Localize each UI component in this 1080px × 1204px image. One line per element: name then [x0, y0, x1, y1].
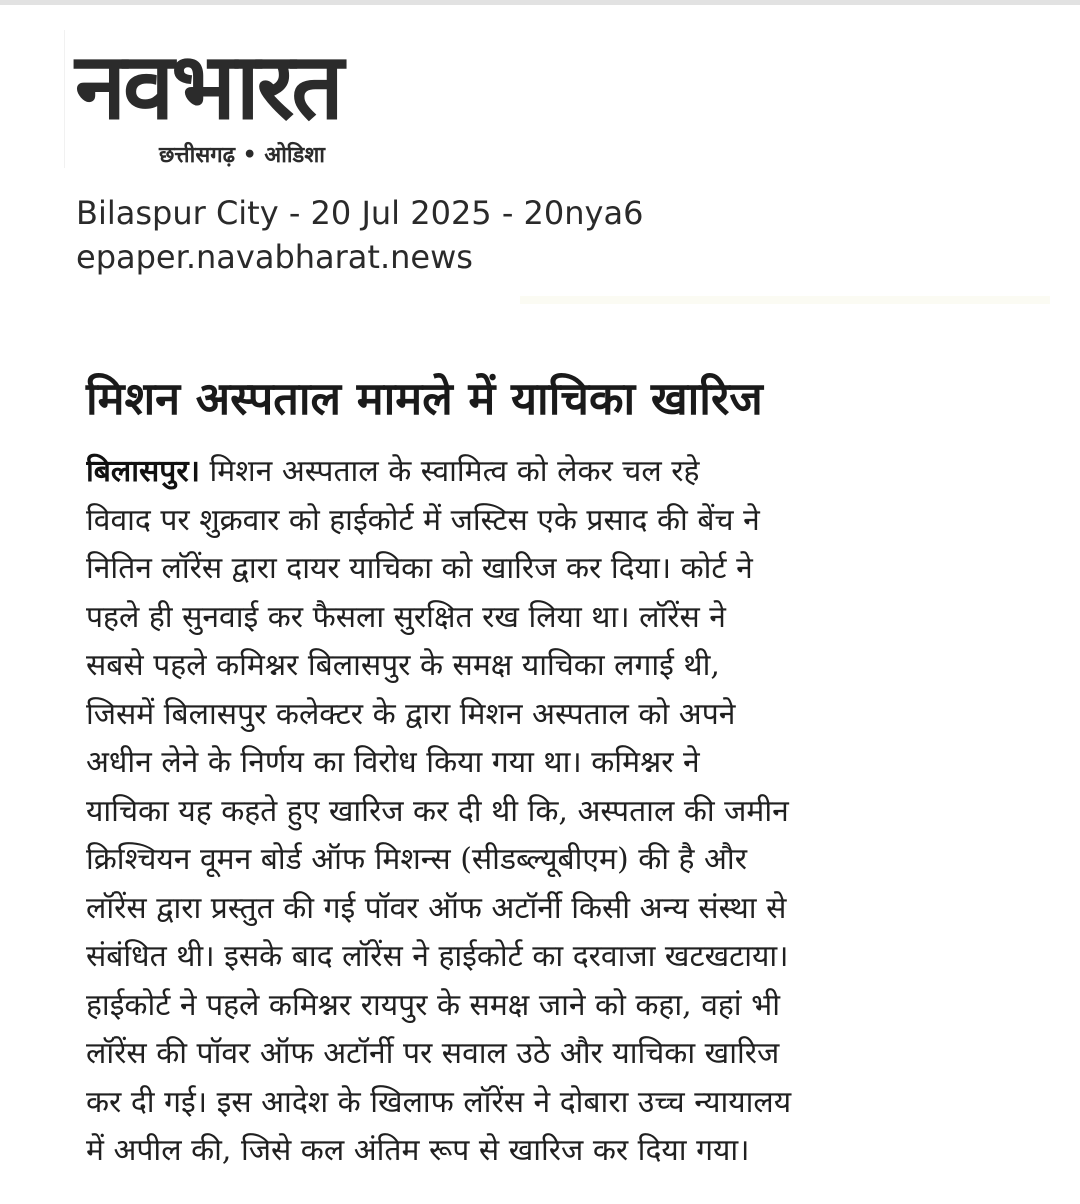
- article-line: कर दी गई। इस आदेश के खिलाफ लॉरेंस ने दोबारा उच्च न्यायालय: [86, 1084, 792, 1120]
- article-line: अधीन लेने के निर्णय का विरोध किया गया था। कमिश्नर ने: [86, 745, 700, 780]
- masthead-regions: छत्तीसगढ़ • ओडिशा: [159, 142, 325, 168]
- top-border: [0, 0, 1080, 5]
- article-line: लॉरेंस द्वारा प्रस्तुत की गई पॉवर ऑफ अटॉर्नी किसी अन्य संस्था से: [86, 890, 787, 926]
- article-line: विवाद पर शुक्रवार को हाईकोर्ट में जस्टिस एके प्रसाद की बेंच ने: [86, 502, 760, 538]
- article-line: क्रिश्चियन वूमन बोर्ड ऑफ मिशन्स (सीडब्ल्यूबीएम) की है और: [86, 842, 747, 877]
- article-line: सबसे पहले कमिश्नर बिलासपुर के समक्ष याचिका लगाई थी,: [86, 648, 720, 683]
- website-url: epaper.navabharat.news: [76, 238, 473, 276]
- article-line: पहले ही सुनवाई कर फैसला सुरक्षित रख लिया था। लॉरेंस ने: [86, 599, 726, 635]
- article-line: लॉरेंस की पॉवर ऑफ अटॉर्नी पर सवाल उठे और याचिका खारिज: [86, 1036, 780, 1071]
- article-line-text: मिशन अस्पताल के स्वामित्व को लेकर चल रहे: [199, 454, 700, 489]
- newspaper-masthead: [64, 30, 503, 168]
- divider-strip: [520, 296, 1050, 304]
- article-line: जिसमें बिलासपुर कलेक्टर के द्वारा मिशन अस्पताल को अपने: [86, 696, 736, 732]
- article-line: हाईकोर्ट ने पहले कमिश्नर रायपुर के समक्ष जाने को कहा, वहां भी: [86, 987, 780, 1023]
- article-line: नितिन लॉरेंस द्वारा दायर याचिका को खारिज कर दिया। कोर्ट ने: [86, 551, 753, 586]
- edition-info: Bilaspur City - 20 Jul 2025 - 20nya6: [76, 194, 644, 232]
- article-line: संबंधित थी। इसके बाद लॉरेंस ने हाईकोर्ट का दरवाजा खटखटाया।: [86, 939, 789, 974]
- article-body: [86, 448, 986, 1176]
- article-line: में अपील की, जिसे कल अंतिम रूप से खारिज कर दिया गया।: [86, 1133, 750, 1168]
- article-dateline: बिलासपुर।: [86, 454, 200, 489]
- article-line: [86, 448, 986, 497]
- newspaper-logo: नवभारत: [75, 33, 341, 140]
- article-headline: मिशन अस्पताल मामले में याचिका खारिज: [86, 372, 763, 425]
- article-line: याचिका यह कहते हुए खारिज कर दी थी कि, अस्पताल की जमीन: [86, 793, 789, 829]
